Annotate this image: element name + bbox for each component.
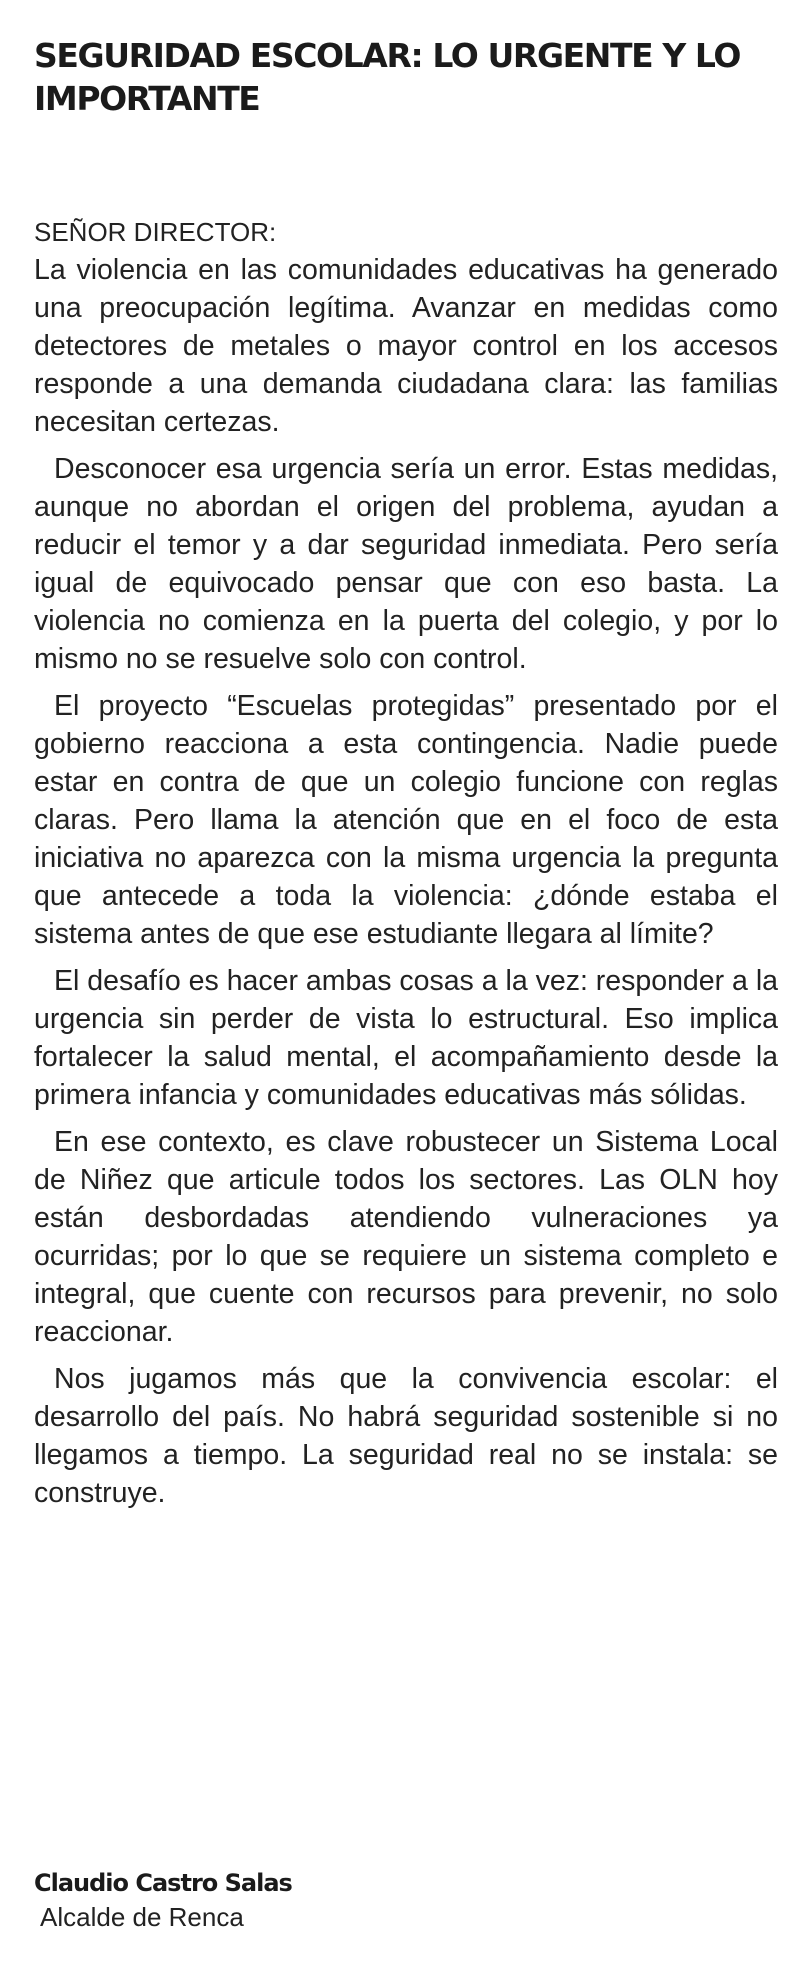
letter-body — [34, 251, 778, 1512]
letter-article — [34, 34, 778, 1521]
author-role: Alcalde de Renca — [40, 1902, 244, 1932]
headline: SEGURIDAD ESCOLAR: LO URGENTE Y LO IMPORTANTE — [34, 36, 741, 118]
paragraph-5: En ese contexto, es clave robustecer un Sistema Local de Niñez que articule todos los sectores. Las OLN hoy están desbordadas atendiendo vulneraciones ya ocurridas; por lo que se requiere un sistema completo e integral, que cuente con recursos para prevenir, no solo reaccionar. — [34, 1126, 778, 1348]
paragraph-4: El desafío es hacer ambas cosas a la vez: responder a la urgencia sin perder de vista lo estructural. Eso implica fortalecer la salud mental, el acompañamiento desde la primera infancia y comunidades educativas más sólidas. — [34, 965, 778, 1111]
paragraph-6: Nos jugamos más que la convivencia escolar: el desarrollo del país. No habrá seguridad sostenible si no llegamos a tiempo. La seguridad real no se instala: se construye. — [34, 1363, 778, 1509]
paragraph-1: La violencia en las comunidades educativas ha generado una preocupación legítima. Avanzar en medidas como detectores de metales o mayor control en los accesos responde a una demanda ciudadana clara: las familias necesitan certezas. — [34, 254, 778, 438]
paragraph-3: El proyecto “Escuelas protegidas” presentado por el gobierno reacciona a esta contingencia. Nadie puede estar en contra de que un colegio funcione con reglas claras. Pero llama la atención que en el foco de esta iniciativa no aparezca con la misma urgencia la pregunta que antecede a toda la violencia: ¿dónde estaba el sistema antes de que ese estudiante llegara al límite? — [34, 690, 778, 950]
author-name: Claudio Castro Salas — [34, 1869, 292, 1897]
salutation: SEÑOR DIRECTOR: — [34, 217, 277, 247]
signature-block — [34, 1867, 292, 1935]
paragraph-2: Desconocer esa urgencia sería un error. Estas medidas, aunque no abordan el origen del problema, ayudan a reducir el temor y a dar seguridad inmediata. Pero sería igual de equivocado pensar que con eso basta. La violencia no comienza en la puerta del colegio, y por lo mismo no se resuelve solo con control. — [34, 453, 778, 675]
